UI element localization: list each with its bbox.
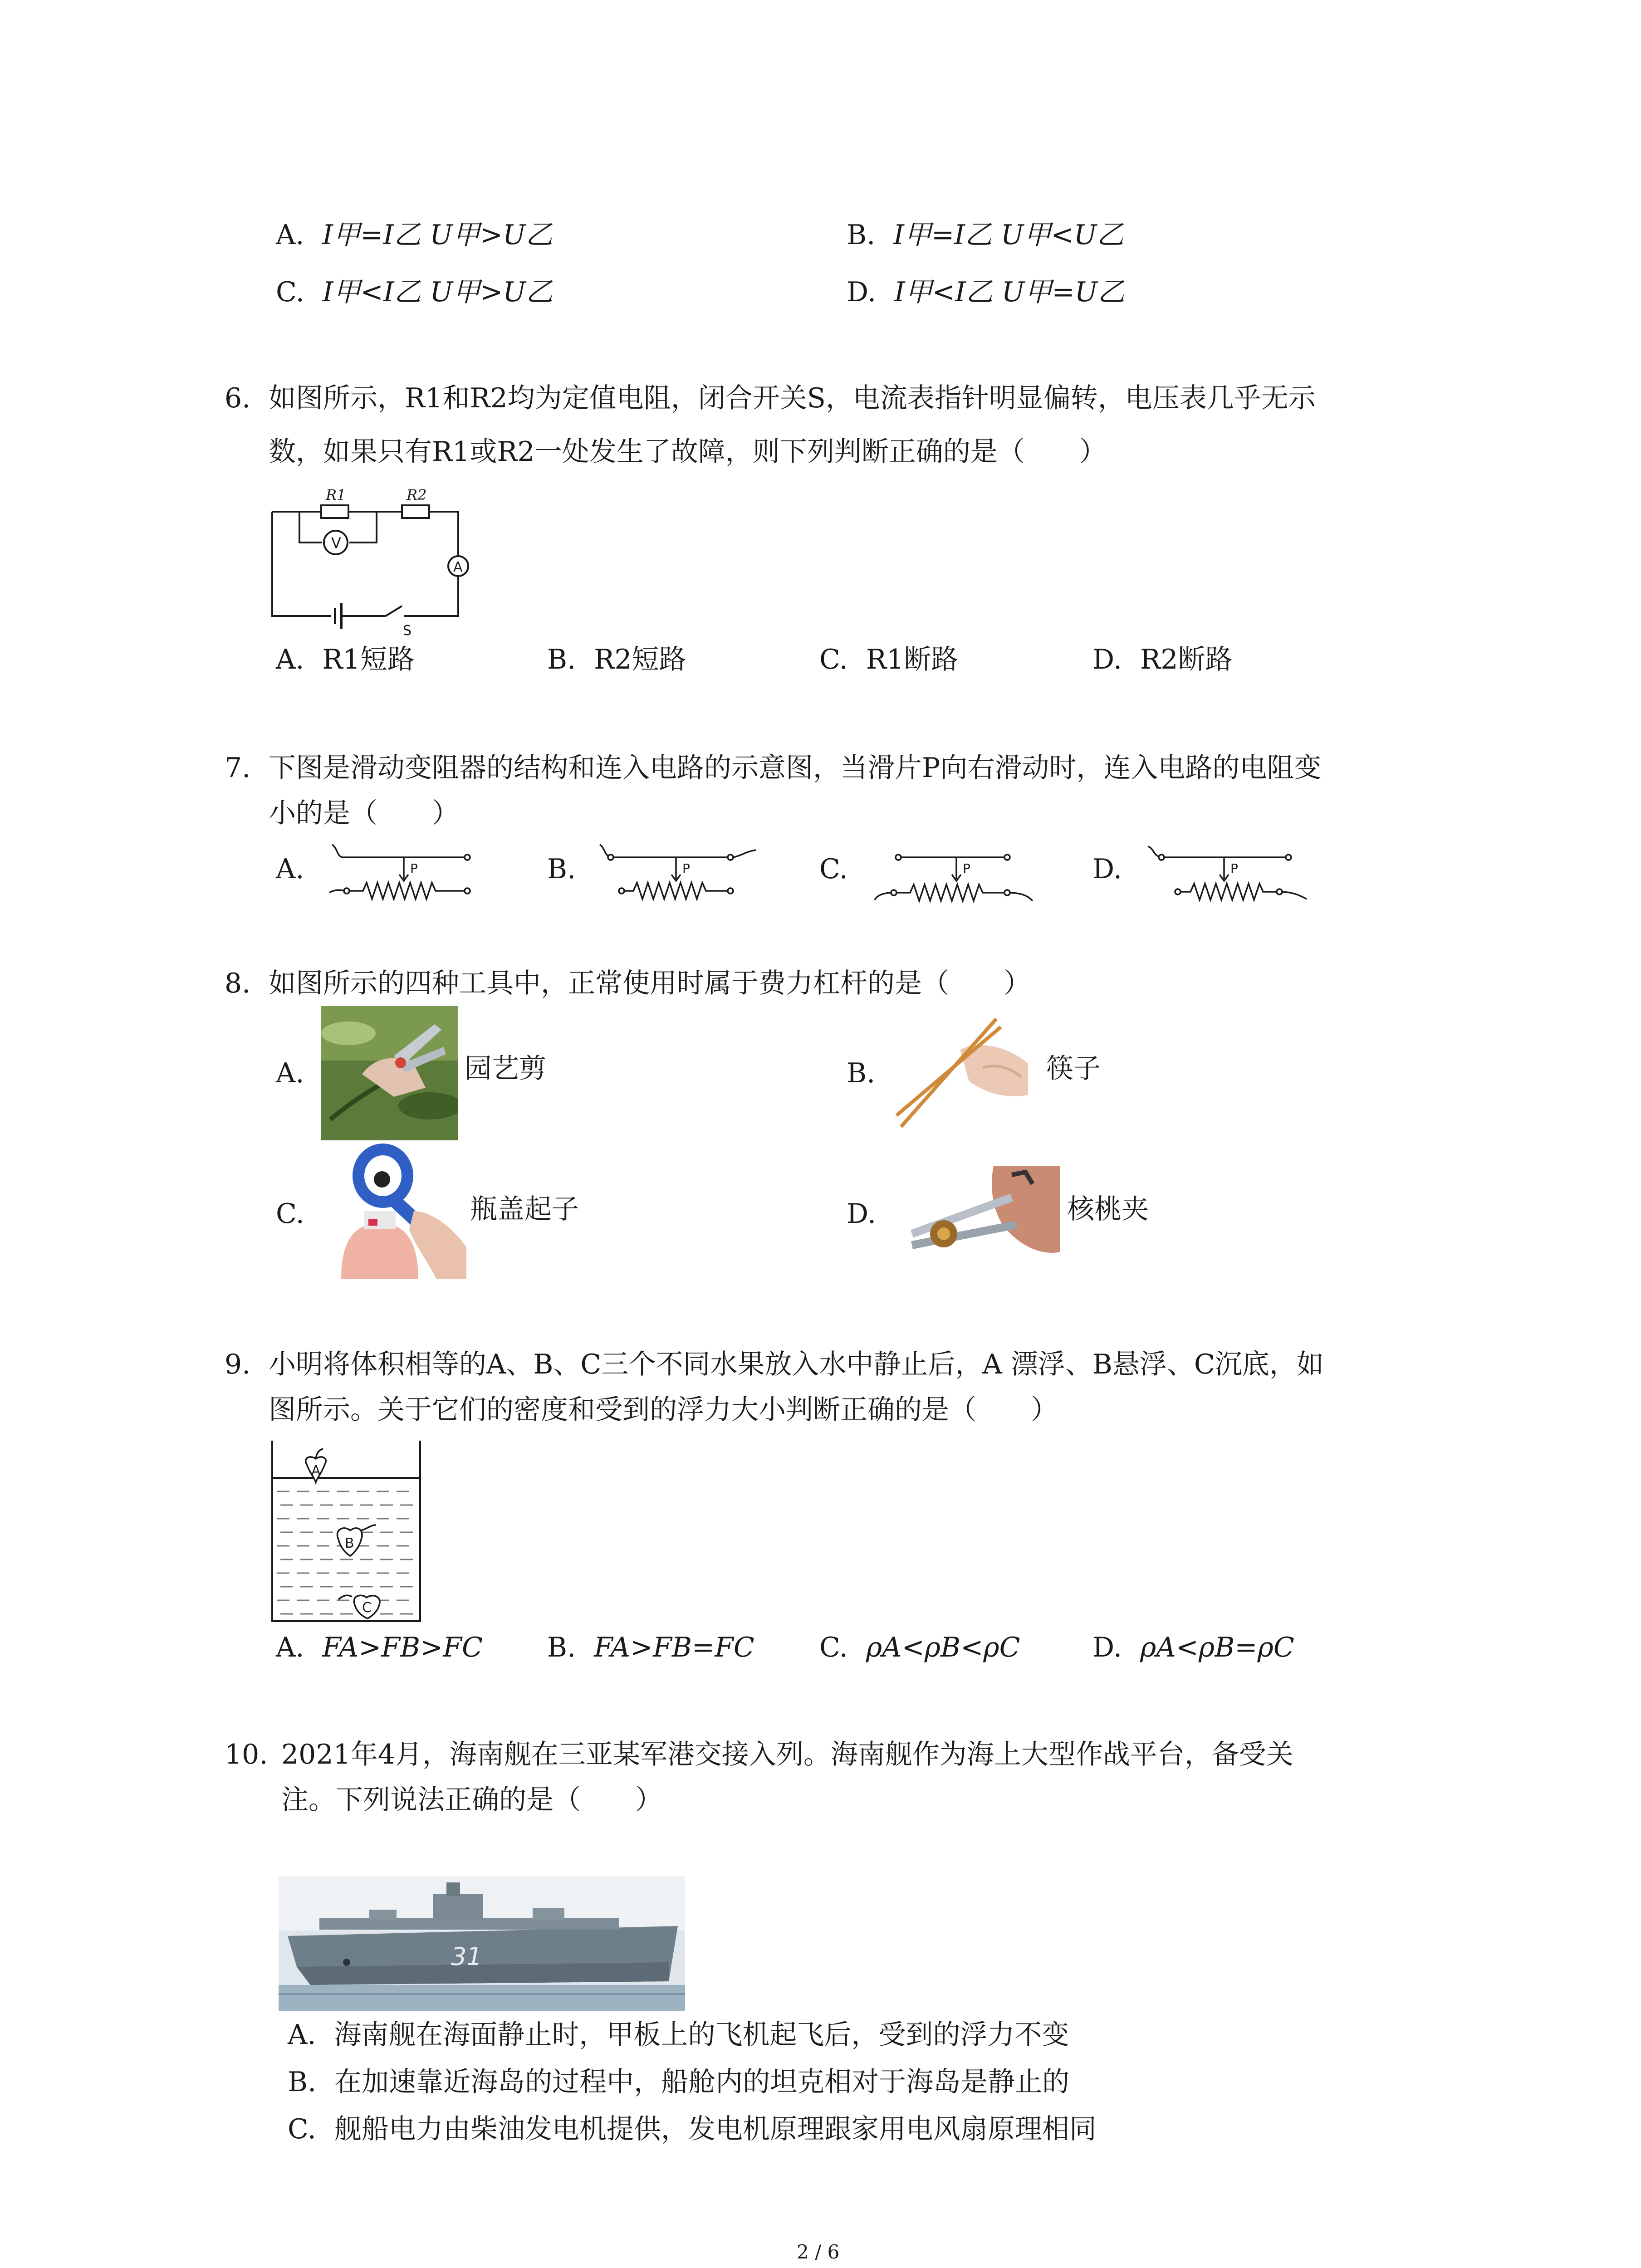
- question-6-number: 6.: [225, 382, 251, 414]
- q5-option-b: [847, 212, 1124, 258]
- hainan-warship-photo: [279, 1876, 685, 2011]
- r1-label: R1: [326, 486, 346, 503]
- question-7-line-2: 小的是（ ）: [269, 797, 459, 829]
- q8-option-d-label: D.: [847, 1198, 877, 1230]
- q7-option-c-label: C.: [819, 853, 848, 885]
- q5-option-c: [276, 269, 553, 315]
- q7-option-b-label: B.: [547, 853, 576, 885]
- q8-option-b-label: B.: [847, 1057, 876, 1089]
- walnut-cracker-photo: [894, 1166, 1060, 1261]
- bottle-opener-photo: [323, 1143, 466, 1279]
- q7-option-d-label: D.: [1092, 853, 1122, 885]
- question-10-number: 10.: [225, 1739, 268, 1770]
- q9-option-a: [276, 1625, 483, 1670]
- chopsticks-photo: [892, 1013, 1038, 1132]
- slider-p-label: P: [963, 861, 970, 876]
- option-text: ρA<ρB=ρC: [1140, 1632, 1294, 1663]
- option-text: 舰船电力由柴油发电机提供，发电机原理跟家用电风扇原理相同: [334, 2113, 1097, 2145]
- question-7-line-1: 下图是滑动变阻器的结构和连入电路的示意图，当滑片P向右滑动时，连入电路的电阻变: [269, 752, 1322, 784]
- question-6-line-1: 如图所示，R1和R2均为定值电阻，闭合开关S，电流表指针明显偏转，电压表几乎无示: [269, 382, 1316, 414]
- option-label: D.: [1092, 644, 1122, 675]
- q8-option-a-text: 园艺剪: [465, 1053, 546, 1085]
- q8-option-d-text: 核桃夹: [1067, 1193, 1149, 1225]
- fruit-c-label: C: [362, 1600, 372, 1616]
- option-text: R1断路: [866, 644, 959, 675]
- fruit-b-label: B: [345, 1535, 354, 1551]
- q9-water-tank-diagram: [270, 1441, 423, 1623]
- option-text: I甲=I乙 U甲<U乙: [893, 219, 1124, 251]
- question-7-number: 7.: [225, 752, 251, 784]
- option-label: C.: [288, 2113, 316, 2145]
- q7-rheostat-c: [871, 842, 1039, 905]
- slider-p-label: P: [682, 861, 690, 876]
- slider-p-label: P: [410, 861, 418, 876]
- question-6-line-2: 数，如果只有R1或R2一处发生了故障，则下列判断正确的是（ ）: [269, 436, 1107, 468]
- option-text: 在加速靠近海岛的过程中，船舱内的坦克相对于海岛是静止的: [334, 2066, 1070, 2098]
- option-label: B.: [547, 644, 576, 675]
- option-text: 海南舰在海面静止时，甲板上的飞机起飞后，受到的浮力不变: [334, 2019, 1069, 2051]
- option-text: R2短路: [594, 644, 686, 675]
- option-text: I甲<I乙 U甲>U乙: [322, 276, 553, 308]
- option-text: ρA<ρB<ρC: [866, 1632, 1020, 1663]
- q9-option-c: [819, 1625, 1020, 1670]
- option-text: FA>FB>FC: [322, 1632, 483, 1663]
- q6-option-c: [819, 637, 958, 682]
- question-9-line-1: 小明将体积相等的A、B、C三个不同水果放入水中静止后，A 漂浮、B悬浮、C沉底，如: [269, 1349, 1324, 1380]
- option-label: B.: [547, 1632, 576, 1663]
- q10-option-a: [288, 2012, 1069, 2058]
- q6-option-b: [547, 637, 686, 682]
- q9-option-d: [1092, 1625, 1294, 1670]
- q8-option-c-text: 瓶盖起子: [470, 1193, 579, 1225]
- q9-option-b: [547, 1625, 754, 1670]
- q5-option-d: [847, 269, 1125, 315]
- option-label: C.: [276, 276, 304, 308]
- q8-option-a-label: A.: [276, 1057, 304, 1089]
- option-label: C.: [819, 644, 848, 675]
- fruit-a-label: A: [311, 1463, 321, 1479]
- option-text: R2断路: [1140, 644, 1233, 675]
- q6-option-a: [276, 637, 415, 682]
- question-9-number: 9.: [225, 1349, 251, 1380]
- option-text: R1短路: [322, 644, 415, 675]
- q10-option-b: [288, 2059, 1069, 2105]
- option-label: B.: [288, 2066, 317, 2098]
- q8-option-b-text: 筷子: [1046, 1053, 1101, 1085]
- option-label: B.: [847, 219, 876, 251]
- option-text: I甲<I乙 U甲=U乙: [894, 276, 1125, 308]
- q7-rheostat-b: [594, 842, 762, 901]
- page-number: 2 / 6: [797, 2241, 840, 2263]
- option-text: FA>FB=FC: [594, 1632, 754, 1663]
- option-text: I甲=I乙 U甲>U乙: [322, 219, 553, 251]
- question-10-line-2: 注。下列说法正确的是（ ）: [281, 1784, 662, 1816]
- voltmeter-label: V: [331, 534, 341, 552]
- question-8-number: 8.: [225, 968, 251, 999]
- q10-option-c: [288, 2107, 1097, 2152]
- garden-shears-photo: [321, 1006, 458, 1140]
- slider-p-label: P: [1230, 861, 1238, 876]
- question-10-line-1: 2021年4月，海南舰在三亚某军港交接入列。海南舰作为海上大型作战平台，备受关: [281, 1739, 1293, 1770]
- q7-rheostat-d: [1143, 842, 1316, 905]
- ammeter-label: A: [453, 559, 463, 575]
- switch-label: S: [403, 623, 412, 639]
- r2-label: R2: [407, 486, 427, 503]
- option-label: D.: [847, 276, 877, 308]
- option-label: A.: [276, 1632, 304, 1663]
- q6-option-d: [1092, 637, 1232, 682]
- option-label: C.: [819, 1632, 848, 1663]
- q5-option-a: [276, 212, 553, 258]
- option-label: A.: [288, 2019, 316, 2051]
- question-8-line-1: 如图所示的四种工具中，正常使用时属于费力杠杆的是（ ）: [269, 968, 1031, 999]
- option-label: D.: [1092, 1632, 1122, 1663]
- option-label: A.: [276, 644, 304, 675]
- q7-option-a-label: A.: [276, 853, 304, 885]
- q6-circuit-diagram: [268, 484, 485, 639]
- question-9-line-2: 图所示。关于它们的密度和受到的浮力大小判断正确的是（ ）: [269, 1394, 1058, 1426]
- q7-rheostat-a: [327, 842, 481, 901]
- q8-option-c-label: C.: [276, 1198, 304, 1230]
- hull-number: 31: [451, 1942, 482, 1971]
- option-label: A.: [276, 219, 304, 251]
